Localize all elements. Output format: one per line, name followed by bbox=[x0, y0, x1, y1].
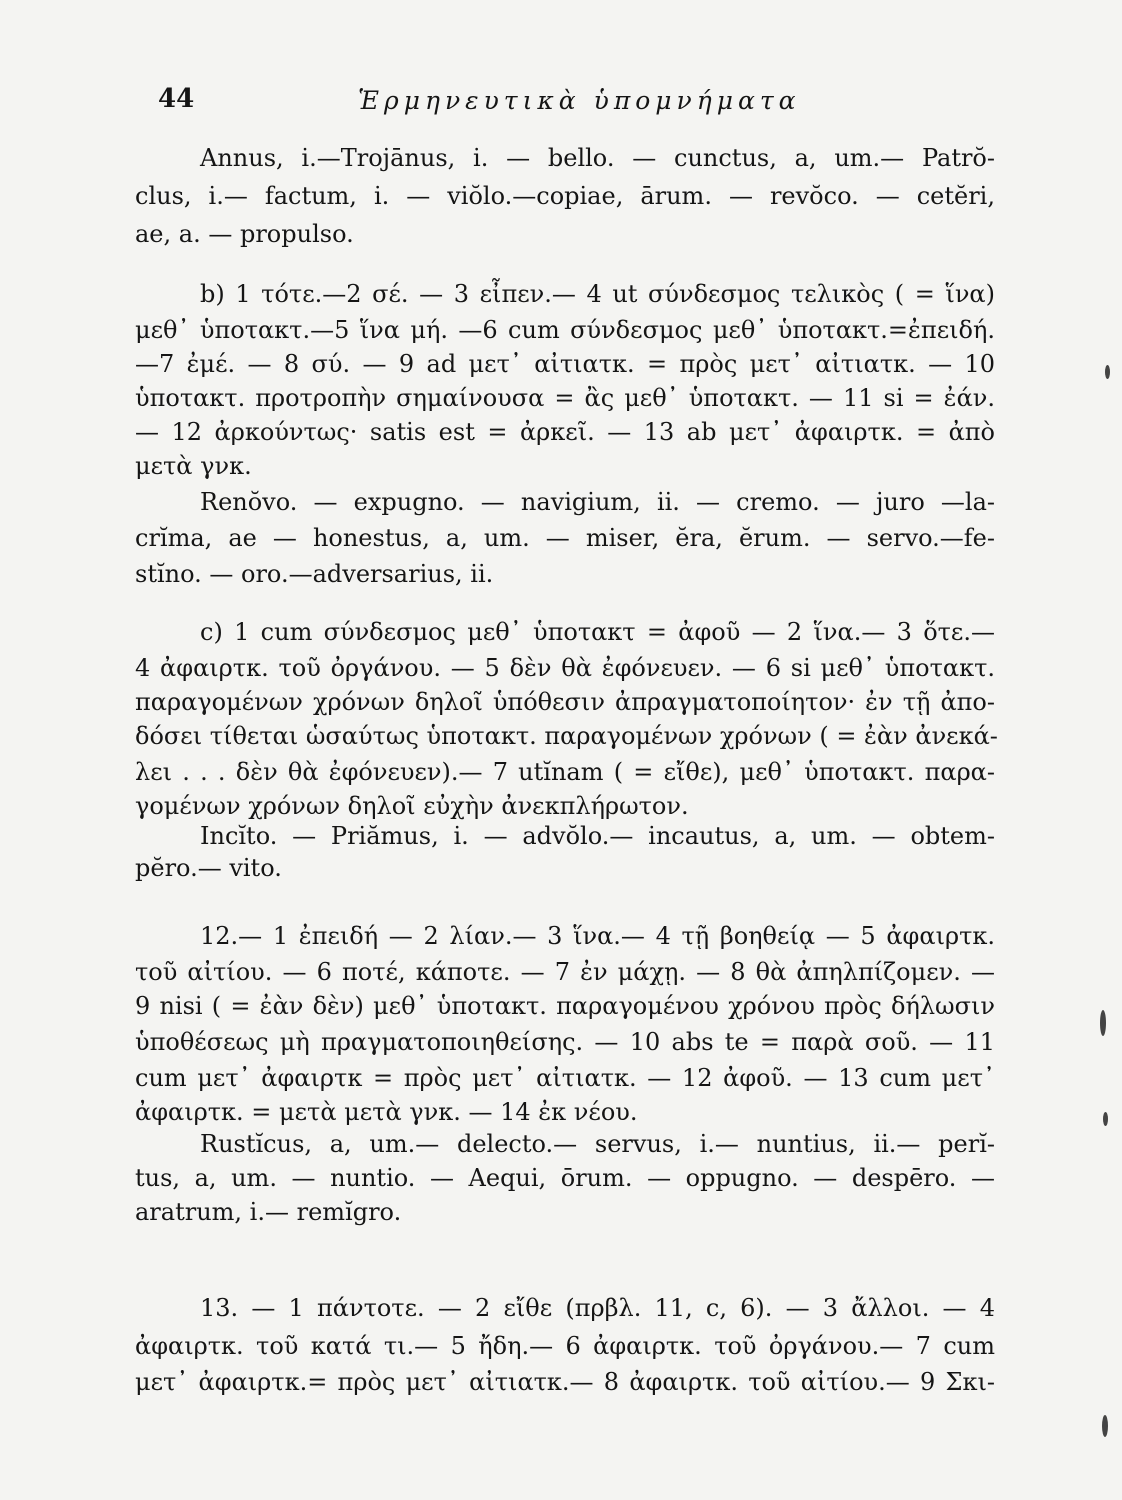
text-line: γομένων χρόνων δηλοῖ εὐχὴν ἀνεκπλήρωτον. bbox=[135, 792, 689, 820]
page-header bbox=[158, 84, 988, 124]
text-line: ἀφαιρτκ. = μετὰ μετὰ γνκ. — 14 ἐκ νέου. bbox=[135, 1098, 638, 1126]
text-line: Annus, i.—Trojānus, i. — bello. — cunctus, a, um.— Patrŏ- bbox=[200, 144, 995, 172]
text-line: 4 ἀφαιρτκ. τοῦ ὀργάνου. — 5 δὲν θὰ ἐφόνευεν. — 6 si μεθ᾽ ὑποτακτ. bbox=[135, 654, 995, 682]
text-line: λει . . . δὲν θὰ ἐφόνευεν).— 7 utĭnam ( = εἴθε), μεθ᾽ ὑποτακτ. παρα- bbox=[135, 758, 995, 786]
text-line: c) 1 cum σύνδεσμος μεθ᾽ ὑποτακτ = ἀφοῦ — 2 ἵνα.— 3 ὅτε.— bbox=[200, 618, 995, 646]
text-line: ὑποτακτ. προτροπὴν σημαίνουσα = ἂς μεθ᾽ ὑποτακτ. — 11 si = ἐάν. bbox=[135, 384, 995, 412]
scan-speck bbox=[1105, 365, 1110, 379]
text-line: crĭma, ae — honestus, a, um. — miser, ĕra, ĕrum. — servo.—fe- bbox=[135, 524, 995, 552]
scan-speck bbox=[1100, 1010, 1106, 1036]
text-line: Rustĭcus, a, um.— delecto.— servus, i.— nuntius, ii.— perĭ- bbox=[200, 1130, 995, 1158]
text-line: pĕro.— vito. bbox=[135, 854, 282, 882]
text-line: aratrum, i.— remĭgro. bbox=[135, 1198, 402, 1226]
text-line: clus, i.— factum, i. — viŏlo.—copiae, ārum. — revŏco. — cetĕri, bbox=[135, 182, 995, 210]
text-line: δόσει τίθεται ὡσαύτως ὑποτακτ. παραγομένων χρόνων ( = ἐὰν ἀνεκά- bbox=[135, 722, 998, 750]
text-line: μεθ᾽ ὑποτακτ.—5 ἵνα μή. —6 cum σύνδεσμος μεθ᾽ ὑποτακτ.=ἐπειδή. bbox=[135, 316, 995, 344]
text-line: μετὰ γνκ. bbox=[135, 452, 252, 480]
text-line: b) 1 τότε.—2 σέ. — 3 εἶπεν.— 4 ut σύνδεσμος τελικὸς ( = ἵνα) bbox=[200, 280, 995, 308]
text-line: 13. — 1 πάντοτε. — 2 εἴθε (πρβλ. 11, c, 6). — 3 ἄλλοι. — 4 bbox=[200, 1294, 995, 1322]
text-line: stĭno. — oro.—adversarius, ii. bbox=[135, 560, 494, 588]
text-line: tus, a, um. — nuntio. — Aequi, ōrum. — oppugno. — despēro. — bbox=[135, 1164, 995, 1192]
scan-speck bbox=[1103, 1112, 1108, 1126]
text-line: τοῦ αἰτίου. — 6 ποτέ, κάποτε. — 7 ἐν μάχῃ. — 8 θὰ ἀπηλπίζομεν. — bbox=[135, 958, 995, 986]
text-line: μετ᾽ ἀφαιρτκ.= πρὸς μετ᾽ αἰτιατκ.— 8 ἀφαιρτκ. τοῦ αἰτίου.— 9 Σκι- bbox=[135, 1368, 995, 1396]
running-title: Ἑρμηνευτικὰ ὑπομνήματα bbox=[358, 86, 801, 115]
text-line: ὑποθέσεως μὴ πραγματοποιηθείσης. — 10 abs te = παρὰ σοῦ. — 11 bbox=[135, 1028, 995, 1056]
text-line: Incĭto. — Priămus, i. — advŏlo.— incautus, a, um. — obtem- bbox=[200, 822, 995, 850]
text-line: 12.— 1 ἐπειδή — 2 λίαν.— 3 ἵνα.— 4 τῇ βοηθείᾳ — 5 ἀφαιρτκ. bbox=[200, 922, 995, 950]
scan-speck bbox=[1102, 1415, 1108, 1437]
text-line: ἀφαιρτκ. τοῦ κατά τι.— 5 ἤδη.— 6 ἀφαιρτκ. τοῦ ὀργάνου.— 7 cum bbox=[135, 1332, 995, 1360]
page-number: 44 bbox=[158, 84, 195, 114]
text-line: cum μετ᾽ ἀφαιρτκ = πρὸς μετ᾽ αἰτιατκ. — 12 ἀφοῦ. — 13 cum μετ᾽ bbox=[135, 1064, 995, 1092]
text-line: Renŏvo. — expugno. — navigium, ii. — cremo. — juro —la- bbox=[200, 488, 995, 516]
text-line: —7 ἐμέ. — 8 σύ. — 9 ad μετ᾽ αἰτιατκ. = πρὸς μετ᾽ αἰτιατκ. — 10 bbox=[135, 350, 995, 378]
text-line: ae, a. — propulso. bbox=[135, 220, 354, 248]
text-line: παραγομένων χρόνων δηλοῖ ὑπόθεσιν ἀπραγματοποίητον· ἐν τῇ ἀπο- bbox=[135, 688, 995, 716]
text-line: 9 nisi ( = ἐὰν δὲν) μεθ᾽ ὑποτακτ. παραγομένου χρόνου πρὸς δήλωσιν bbox=[135, 992, 995, 1020]
text-line: — 12 ἀρκούντως· satis est = ἀρκεῖ. — 13 ab μετ᾽ ἀφαιρτκ. = ἀπὸ bbox=[135, 418, 995, 446]
